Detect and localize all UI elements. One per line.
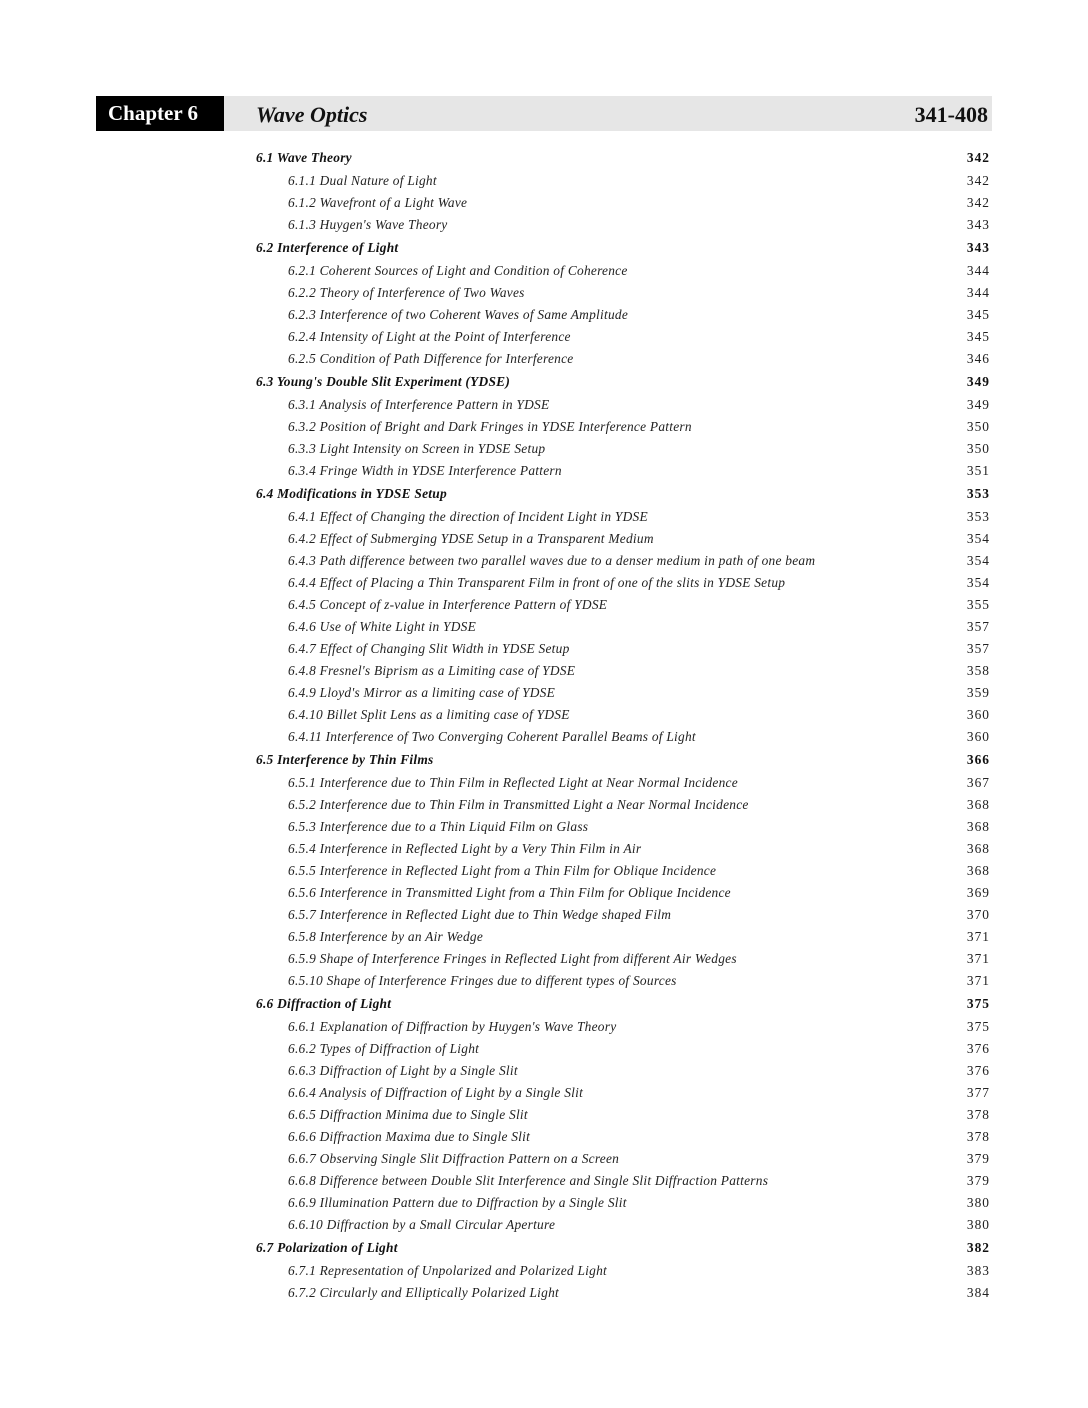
subsection-title: 6.2.1 Coherent Sources of Light and Condition of Coherence	[288, 263, 628, 278]
section-title: 6.7 Polarization of Light	[256, 1240, 398, 1255]
toc-subsection-entry[interactable]	[256, 1192, 990, 1214]
subsection-page-number: 378	[966, 1107, 990, 1122]
subsection-title: 6.5.6 Interference in Transmitted Light from a Thin Film for Oblique Incidence	[288, 885, 731, 900]
toc-subsection-entry[interactable]	[256, 394, 990, 416]
toc-subsection-entry[interactable]	[256, 1148, 990, 1170]
section-title: 6.2 Interference of Light	[256, 240, 399, 255]
subsection-page-number: 357	[966, 641, 990, 656]
subsection-title: 6.1.1 Dual Nature of Light	[288, 173, 437, 188]
subsection-page-number: 343	[966, 217, 990, 232]
toc-subsection-entry[interactable]	[256, 616, 990, 638]
subsection-title: 6.2.4 Intensity of Light at the Point of Interference	[288, 329, 571, 344]
section-page-number: 342	[966, 150, 990, 165]
subsection-title: 6.4.8 Fresnel's Biprism as a Limiting case of YDSE	[288, 663, 576, 678]
subsection-page-number: 344	[966, 285, 990, 300]
subsection-title: 6.6.7 Observing Single Slit Diffraction Pattern on a Screen	[288, 1151, 620, 1166]
subsection-page-number: 350	[966, 441, 990, 456]
toc-subsection-entry[interactable]	[256, 1082, 990, 1104]
chapter-label: Chapter 6	[96, 96, 224, 131]
toc-subsection-entry[interactable]	[256, 304, 990, 326]
subsection-page-number: 379	[966, 1151, 990, 1166]
subsection-page-number: 377	[966, 1085, 990, 1100]
subsection-title: 6.7.2 Circularly and Elliptically Polarized Light	[288, 1285, 560, 1300]
toc-subsection-entry[interactable]	[256, 704, 990, 726]
toc-subsection-entry[interactable]	[256, 572, 990, 594]
subsection-page-number: 369	[966, 885, 990, 900]
subsection-title: 6.4.11 Interference of Two Converging Coherent Parallel Beams of Light	[288, 729, 696, 744]
toc-subsection-entry[interactable]	[256, 528, 990, 550]
subsection-title: 6.4.10 Billet Split Lens as a limiting case of YDSE	[288, 707, 570, 722]
subsection-title: 6.5.9 Shape of Interference Fringes in Reflected Light from different Air Wedges	[288, 951, 737, 966]
toc-subsection-entry[interactable]	[256, 214, 990, 236]
subsection-title: 6.2.5 Condition of Path Difference for Interference	[288, 351, 574, 366]
subsection-page-number: 354	[966, 531, 990, 546]
toc-subsection-entry[interactable]	[256, 1060, 990, 1082]
toc-subsection-entry[interactable]	[256, 794, 990, 816]
subsection-title: 6.6.6 Diffraction Maxima due to Single Slit	[288, 1129, 531, 1144]
toc-subsection-entry[interactable]	[256, 192, 990, 214]
subsection-title: 6.3.3 Light Intensity on Screen in YDSE Setup	[288, 441, 546, 456]
chapter-header	[96, 96, 992, 131]
toc-subsection-entry[interactable]	[256, 550, 990, 572]
toc-section-entry[interactable]	[256, 748, 990, 772]
subsection-page-number: 368	[966, 797, 990, 812]
subsection-title: 6.1.2 Wavefront of a Light Wave	[288, 195, 468, 210]
subsection-page-number: 359	[966, 685, 990, 700]
toc-subsection-entry[interactable]	[256, 926, 990, 948]
toc-subsection-entry[interactable]	[256, 282, 990, 304]
subsection-title: 6.4.4 Effect of Placing a Thin Transparent Film in front of one of the slits in YDSE Setup	[288, 575, 786, 590]
toc-subsection-entry[interactable]	[256, 882, 990, 904]
toc-subsection-entry[interactable]	[256, 460, 990, 482]
toc-subsection-entry[interactable]	[256, 260, 990, 282]
toc-subsection-entry[interactable]	[256, 438, 990, 460]
subsection-page-number: 345	[966, 329, 990, 344]
toc-subsection-entry[interactable]	[256, 860, 990, 882]
toc-subsection-entry[interactable]	[256, 816, 990, 838]
subsection-page-number: 349	[966, 397, 990, 412]
toc-subsection-entry[interactable]	[256, 1260, 990, 1282]
section-page-number: 353	[966, 486, 990, 501]
subsection-title: 6.6.8 Difference between Double Slit Interference and Single Slit Diffraction Patterns	[288, 1173, 769, 1188]
subsection-page-number: 371	[966, 951, 990, 966]
section-page-number: 382	[966, 1240, 990, 1255]
subsection-title: 6.3.4 Fringe Width in YDSE Interference Pattern	[288, 463, 562, 478]
subsection-title: 6.6.1 Explanation of Diffraction by Huygen's Wave Theory	[288, 1019, 617, 1034]
subsection-title: 6.6.2 Types of Diffraction of Light	[288, 1041, 480, 1056]
subsection-title: 6.4.3 Path difference between two parallel waves due to a denser medium in path of one beam	[288, 553, 816, 568]
toc-section-entry[interactable]	[256, 370, 990, 394]
toc-subsection-entry[interactable]	[256, 1038, 990, 1060]
subsection-page-number: 342	[966, 195, 990, 210]
subsection-page-number: 371	[966, 973, 990, 988]
section-title: 6.4 Modifications in YDSE Setup	[256, 486, 447, 501]
section-title: 6.5 Interference by Thin Films	[256, 752, 434, 767]
chapter-title: Wave Optics	[256, 102, 368, 127]
subsection-title: 6.3.1 Analysis of Interference Pattern in YDSE	[288, 397, 550, 412]
subsection-title: 6.6.9 Illumination Pattern due to Diffraction by a Single Slit	[288, 1195, 627, 1210]
subsection-page-number: 342	[966, 173, 990, 188]
toc-subsection-entry[interactable]	[256, 170, 990, 192]
toc-subsection-entry[interactable]	[256, 1104, 990, 1126]
section-page-number: 366	[966, 752, 990, 767]
toc-section-entry[interactable]	[256, 992, 990, 1016]
chapter-page-range: 341-408	[914, 102, 988, 127]
section-page-number: 375	[966, 996, 990, 1011]
toc-section-entry[interactable]	[256, 482, 990, 506]
subsection-page-number: 378	[966, 1129, 990, 1144]
subsection-title: 6.2.2 Theory of Interference of Two Waves	[288, 285, 525, 300]
subsection-title: 6.6.4 Analysis of Diffraction of Light by a Single Slit	[288, 1085, 584, 1100]
toc-subsection-entry[interactable]	[256, 1214, 990, 1236]
toc-subsection-entry[interactable]	[256, 726, 990, 748]
subsection-title: 6.4.6 Use of White Light in YDSE	[288, 619, 477, 634]
toc-subsection-entry[interactable]	[256, 970, 990, 992]
subsection-page-number: 368	[966, 841, 990, 856]
subsection-page-number: 353	[966, 509, 990, 524]
toc-section-entry[interactable]	[256, 146, 990, 170]
section-title: 6.3 Young's Double Slit Experiment (YDSE)	[256, 374, 511, 389]
toc-subsection-entry[interactable]	[256, 326, 990, 348]
subsection-title: 6.6.3 Diffraction of Light by a Single Slit	[288, 1063, 518, 1078]
toc-section-entry[interactable]	[256, 236, 990, 260]
toc-subsection-entry[interactable]	[256, 772, 990, 794]
toc-section-entry[interactable]	[256, 1236, 990, 1260]
toc-subsection-entry[interactable]	[256, 1126, 990, 1148]
toc-subsection-entry[interactable]	[256, 416, 990, 438]
subsection-page-number: 371	[966, 929, 990, 944]
subsection-page-number: 344	[966, 263, 990, 278]
subsection-page-number: 379	[966, 1173, 990, 1188]
toc-subsection-entry[interactable]	[256, 1016, 990, 1038]
toc-subsection-entry[interactable]	[256, 660, 990, 682]
subsection-title: 6.7.1 Representation of Unpolarized and Polarized Light	[288, 1263, 607, 1278]
subsection-title: 6.5.10 Shape of Interference Fringes due to different types of Sources	[288, 973, 677, 988]
section-page-number: 349	[966, 374, 990, 389]
subsection-title: 6.4.7 Effect of Changing Slit Width in YDSE Setup	[288, 641, 570, 656]
subsection-title: 6.5.4 Interference in Reflected Light by a Very Thin Film in Air	[288, 841, 642, 856]
toc-subsection-entry[interactable]	[256, 838, 990, 860]
subsection-page-number: 375	[966, 1019, 990, 1034]
toc-subsection-entry[interactable]	[256, 904, 990, 926]
subsection-page-number: 358	[966, 663, 990, 678]
subsection-page-number: 367	[966, 775, 990, 790]
subsection-page-number: 354	[966, 575, 990, 590]
subsection-page-number: 355	[966, 597, 990, 612]
toc-subsection-entry[interactable]	[256, 638, 990, 660]
toc-subsection-entry[interactable]	[256, 1170, 990, 1192]
subsection-page-number: 376	[966, 1041, 990, 1056]
subsection-page-number: 345	[966, 307, 990, 322]
subsection-title: 6.5.2 Interference due to Thin Film in Transmitted Light a Near Normal Incidence	[288, 797, 749, 812]
subsection-title: 6.5.3 Interference due to a Thin Liquid Film on Glass	[288, 819, 589, 834]
subsection-page-number: 384	[966, 1285, 990, 1300]
section-title: 6.1 Wave Theory	[256, 150, 352, 165]
toc-subsection-entry[interactable]	[256, 1282, 990, 1304]
subsection-title: 6.5.8 Interference by an Air Wedge	[288, 929, 484, 944]
subsection-title: 6.6.5 Diffraction Minima due to Single Slit	[288, 1107, 528, 1122]
subsection-page-number: 380	[966, 1195, 990, 1210]
subsection-page-number: 376	[966, 1063, 990, 1078]
subsection-title: 6.4.1 Effect of Changing the direction of Incident Light in YDSE	[288, 509, 648, 524]
subsection-page-number: 368	[966, 863, 990, 878]
subsection-title: 6.3.2 Position of Bright and Dark Fringes in YDSE Interference Pattern	[288, 419, 692, 434]
subsection-page-number: 350	[966, 419, 990, 434]
subsection-title: 6.4.9 Lloyd's Mirror as a limiting case of YDSE	[288, 685, 556, 700]
subsection-title: 6.5.5 Interference in Reflected Light from a Thin Film for Oblique Incidence	[288, 863, 717, 878]
toc-subsection-entry[interactable]	[256, 594, 990, 616]
toc-subsection-entry[interactable]	[256, 348, 990, 370]
section-page-number: 343	[966, 240, 990, 255]
subsection-page-number: 360	[966, 729, 990, 744]
subsection-page-number: 383	[966, 1263, 990, 1278]
subsection-page-number: 354	[966, 553, 990, 568]
toc-subsection-entry[interactable]	[256, 682, 990, 704]
section-title: 6.6 Diffraction of Light	[256, 996, 392, 1011]
chapter-title-bar	[224, 96, 992, 131]
subsection-title: 6.5.7 Interference in Reflected Light due to Thin Wedge shaped Film	[288, 907, 672, 922]
subsection-title: 6.5.1 Interference due to Thin Film in Reflected Light at Near Normal Incidence	[288, 775, 738, 790]
subsection-title: 6.1.3 Huygen's Wave Theory	[288, 217, 448, 232]
subsection-page-number: 351	[966, 463, 990, 478]
subsection-page-number: 380	[966, 1217, 990, 1232]
subsection-title: 6.6.10 Diffraction by a Small Circular Aperture	[288, 1217, 556, 1232]
toc-subsection-entry[interactable]	[256, 948, 990, 970]
subsection-title: 6.4.5 Concept of z-value in Interference Pattern of YDSE	[288, 597, 608, 612]
table-of-contents	[256, 146, 990, 1304]
subsection-page-number: 357	[966, 619, 990, 634]
subsection-page-number: 370	[966, 907, 990, 922]
toc-subsection-entry[interactable]	[256, 506, 990, 528]
subsection-page-number: 368	[966, 819, 990, 834]
subsection-page-number: 360	[966, 707, 990, 722]
subsection-title: 6.4.2 Effect of Submerging YDSE Setup in a Transparent Medium	[288, 531, 654, 546]
subsection-page-number: 346	[966, 351, 990, 366]
subsection-title: 6.2.3 Interference of two Coherent Waves of Same Amplitude	[288, 307, 629, 322]
